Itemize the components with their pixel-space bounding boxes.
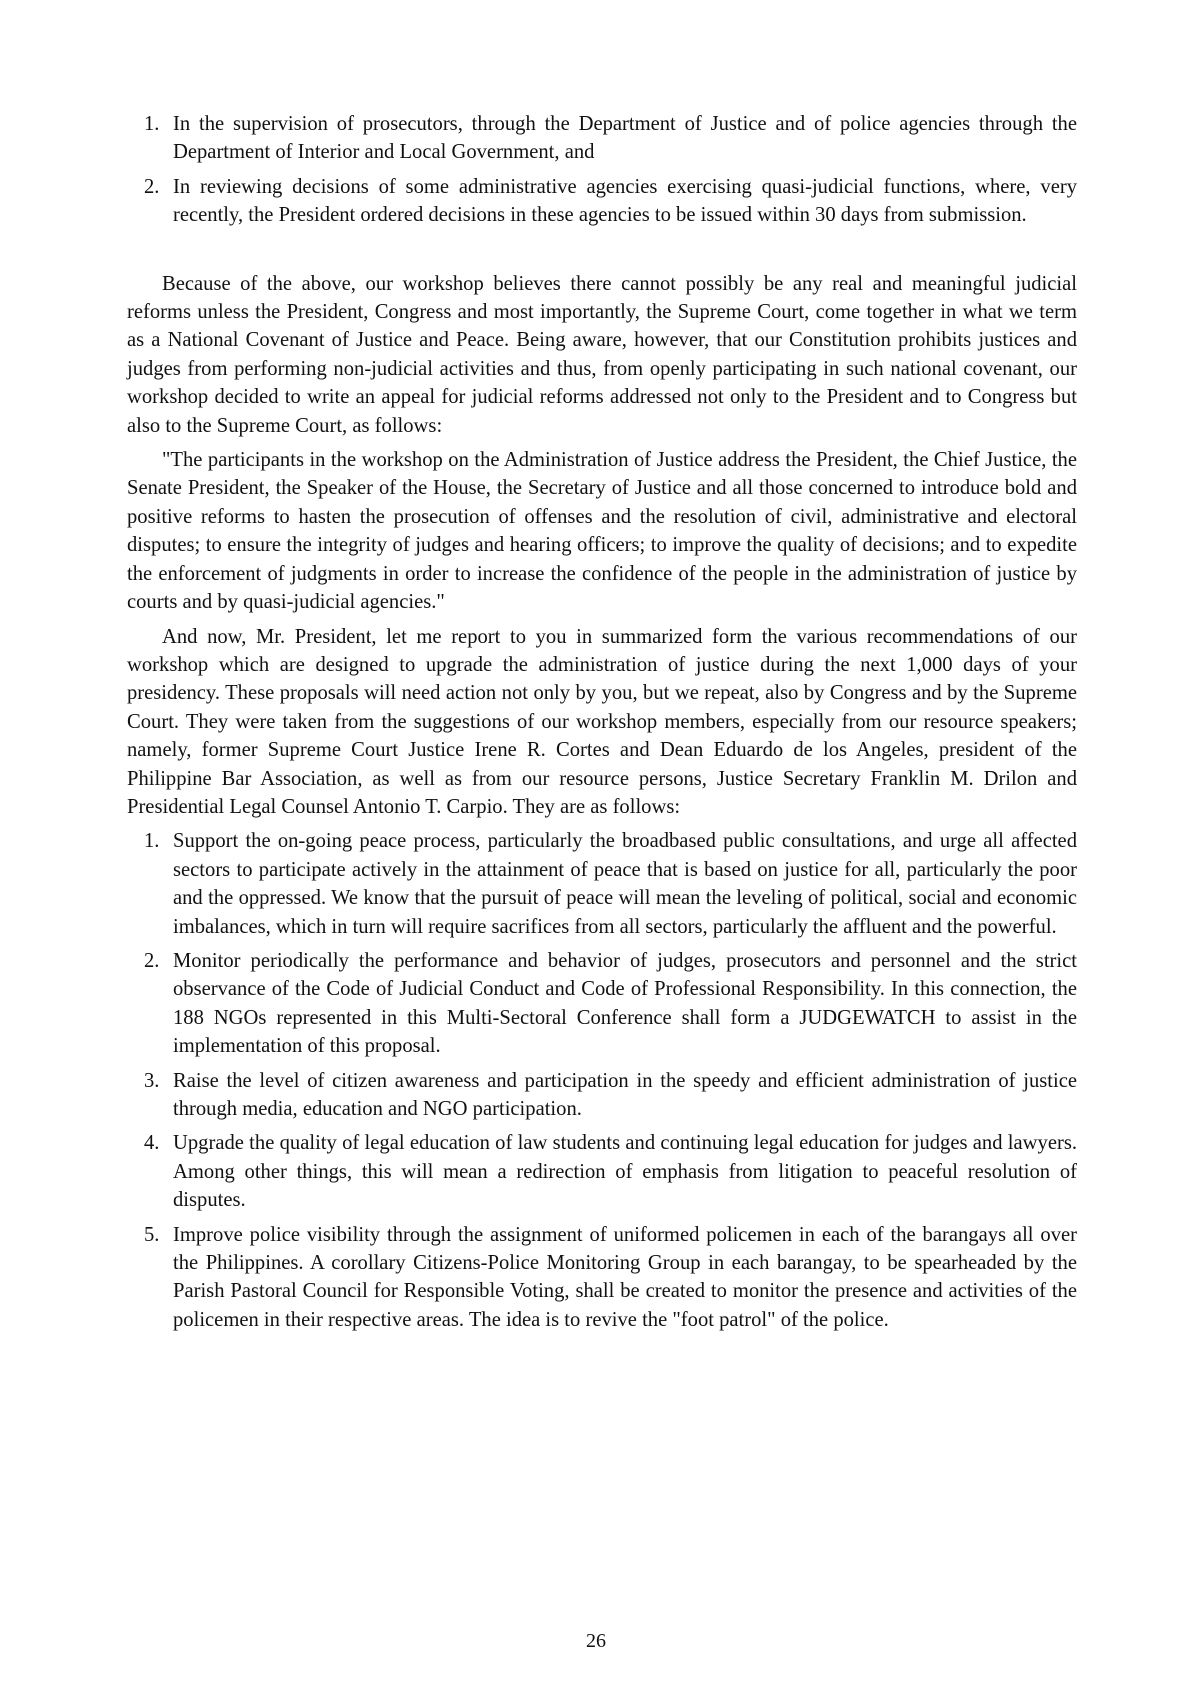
body-paragraph: Because of the above, our workshop believes there cannot possibly be any real and meaningful judicial reforms unless the President, Congress and most importantly, the Supreme Court, come together in what we term as a National Covenant of Justice and Peace. Being aware, however, that our Constitution prohibits justices and judges from performing non-judicial activities and thus, from openly participating in such national covenant, our workshop decided to write an appeal for judicial reforms addressed not only to the President and to Congress but also to the Supreme Court, as follows:: [127, 272, 1077, 437]
list-item-number: 1.: [144, 113, 160, 135]
list-item-number: 3.: [144, 1069, 160, 1092]
list-item-number: 1.: [144, 830, 160, 853]
body-paragraph: And now, Mr. President, let me report to you in summarized form the various recommendations of our workshop which are designed to upgrade the administration of justice during the next 1,000 days of your presidency. These proposals will need action not only by you, but we repeat, also by Congress and by the Supreme Court. They were taken from the suggestions of our workshop members, especially from our resource speakers; namely, former Supreme Court Justice Irene R. Cortes and Dean Eduardo de los Angeles, president of the Philippine Bar Association, as well as from our resource persons, Justice Secretary Franklin M. Drilon and Presidential Legal Counsel Antonio T. Carpio. They are as follows:: [127, 625, 1077, 818]
list-item-text: In the supervision of prosecutors, through the Department of Justice and of police agencies through the Department of Interior and Local Government, and: [173, 113, 1077, 164]
list-item: [127, 173, 1077, 230]
list-item-text: Support the on-going peace process, particularly the broadbased public consultations, and urge all affected sectors to participate actively in the attainment of peace that is based on justice for all, particularly the poor and the oppressed. We know that the pursuit of peace will mean the leveling of political, social and economic imbalances, which in turn will require sacrifices from all sectors, particularly the affluent and the powerful.: [173, 830, 1077, 938]
list-item-number: 2.: [144, 175, 160, 198]
quoted-appeal-paragraph: "The participants in the workshop on the Administration of Justice address the President, the Chief Justice, the Senate President, the Speaker of the House, the Secretary of Justice and all those concerned to introduce bold and positive reforms to hasten the prosecution of offenses and the resolution of civil, administrative and electoral disputes; to ensure the integrity of judges and hearing officers; to improve the quality of decisions; and to expedite the enforcement of judgments in order to increase the confidence of the people in the administration of justice by courts and by quasi-judicial agencies.": [127, 449, 1077, 614]
list-item-number: 4.: [144, 1132, 160, 1155]
list-item-number: 2.: [144, 949, 160, 972]
list-item-text: Monitor periodically the performance and behavior of judges, prosecutors and personnel and the strict observance of the Code of Judicial Conduct and Code of Professional Responsibility. In this connection, the 188 NGOs represented in this Multi-Sectoral Conference shall form a JUDGEWATCH to assist in the implementation of this proposal.: [173, 949, 1077, 1058]
list-item-text: Raise the level of citizen awareness and participation in the speedy and efficient administration of justice through media, education and NGO participation.: [173, 1069, 1077, 1120]
list-item-text: Improve police visibility through the assignment of uniformed policemen in each of the barangays all over the Philippines. A corollary Citizens-Police Monitoring Group in each barangay, to be spearheaded by the Parish Pastoral Council for Responsible Voting, shall be created to monitor the presence and activities of the policemen in their respective areas. The idea is to revive the "foot patrol" of the police.: [173, 1223, 1077, 1331]
list-item: [127, 947, 1077, 1061]
page-number: 26: [586, 1630, 606, 1652]
list-item: [127, 827, 1077, 941]
document-page: [127, 110, 1077, 1340]
recommendations-list: [127, 827, 1077, 1334]
list-item: [127, 110, 1077, 167]
list-item-text: Upgrade the quality of legal education of law students and continuing legal education for judges and lawyers. Among other things, this will mean a redirection of emphasis from litigation to peaceful resolution of disputes.: [173, 1132, 1077, 1212]
list-item-text: In reviewing decisions of some administrative agencies exercising quasi-judicial functions, where, very recently, the President ordered decisions in these agencies to be issued within 30 days from submission.: [173, 175, 1077, 227]
top-numbered-list: [127, 110, 1077, 230]
list-item: [127, 1067, 1077, 1124]
list-item: [127, 1129, 1077, 1214]
list-item: [127, 1221, 1077, 1335]
list-item-number: 5.: [144, 1223, 160, 1246]
section-spacer: [127, 236, 1077, 270]
